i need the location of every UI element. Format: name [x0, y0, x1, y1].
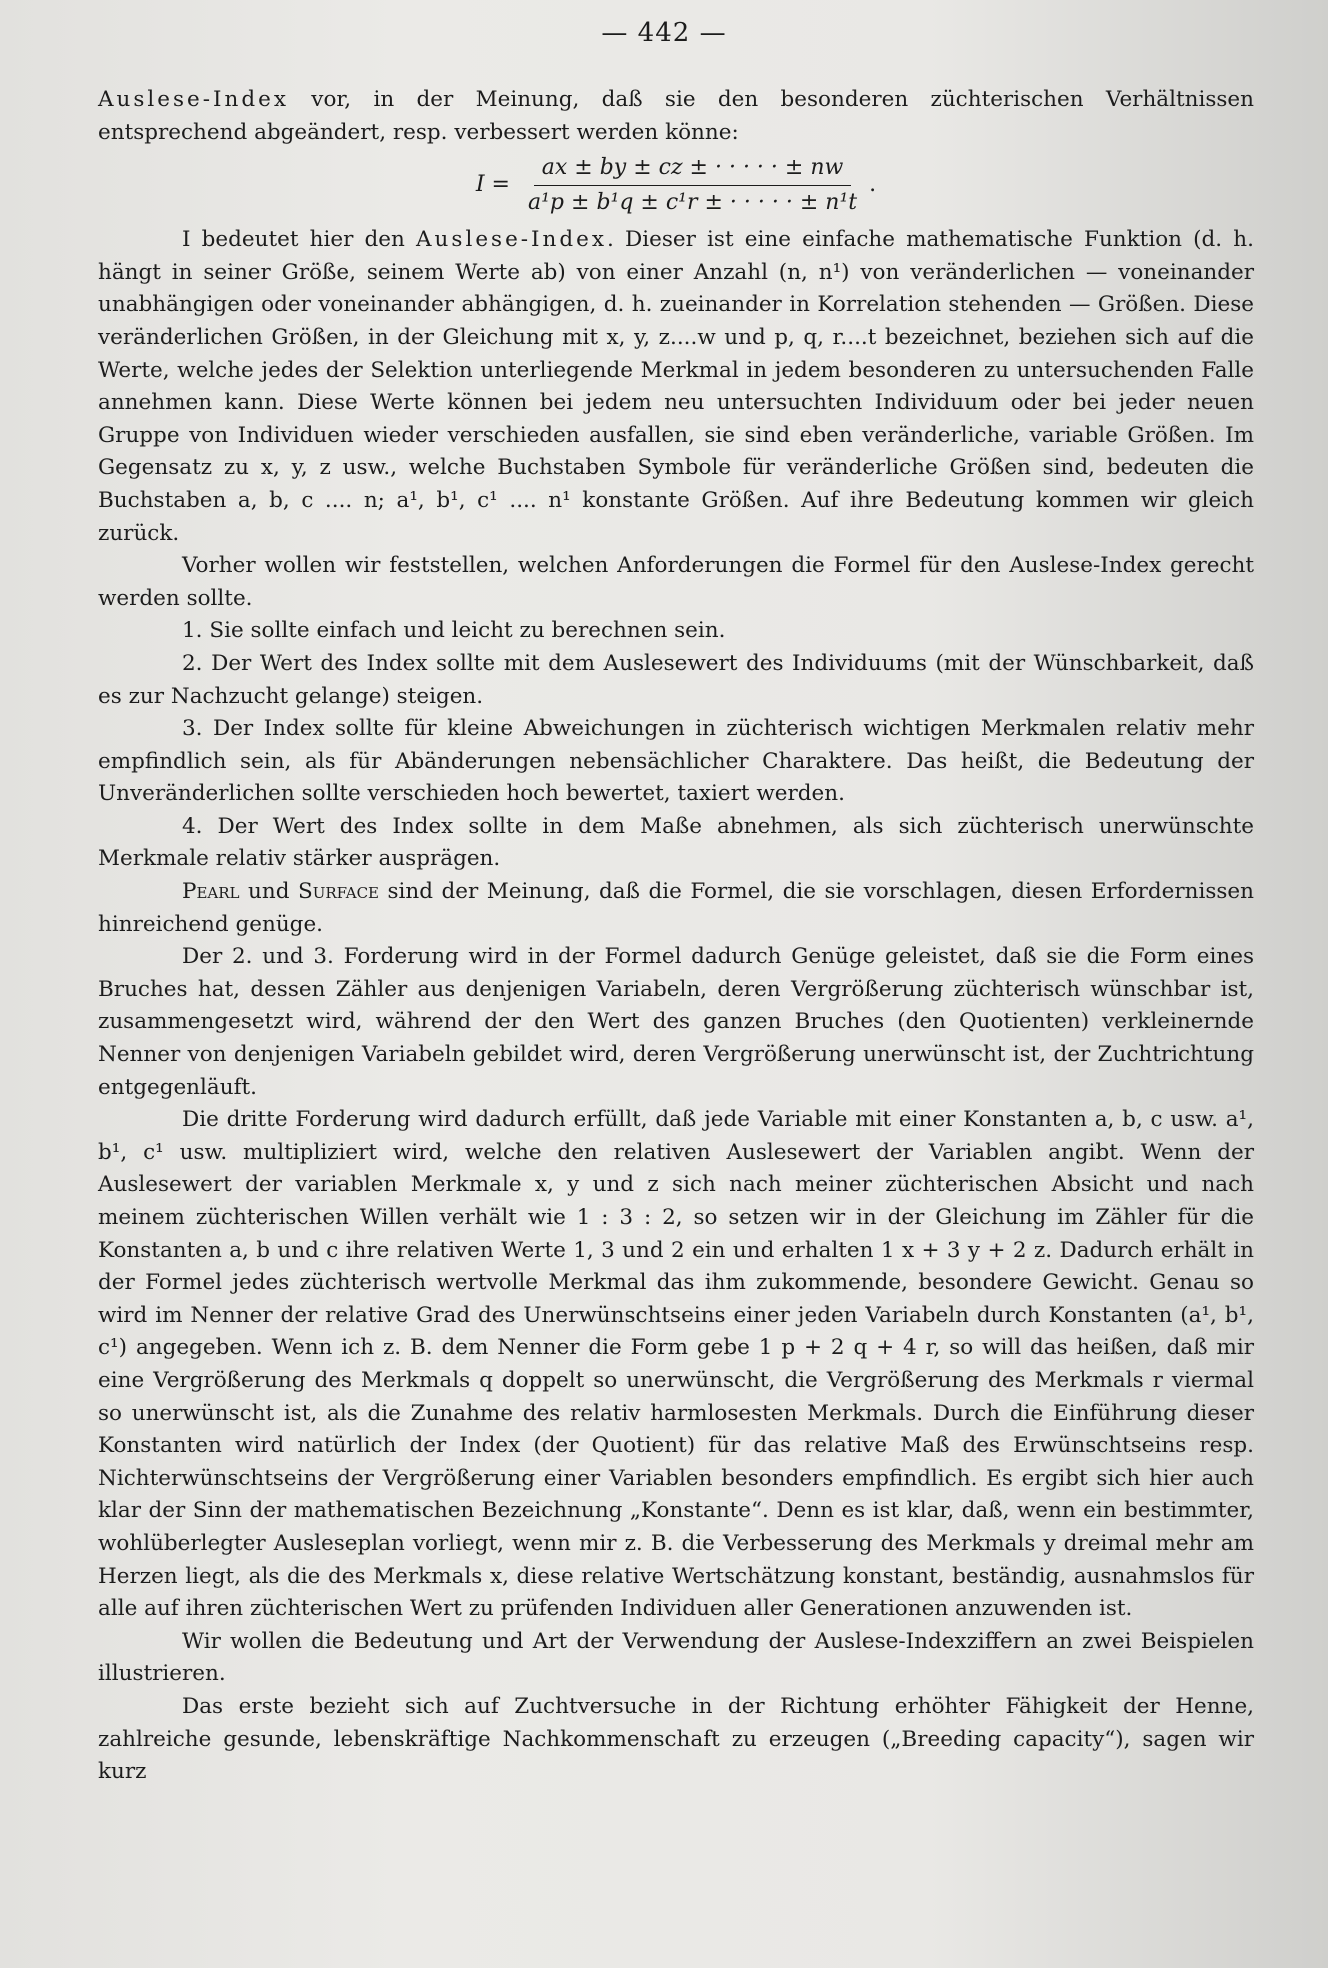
text-body: [98, 84, 1254, 1789]
paragraph-definition: [98, 224, 1254, 550]
term-auslese-index-2: Auslese-Index: [416, 227, 608, 253]
paragraph-constants: Die dritte Forderung wird dadurch erfüllt, daß jede Variable mit einer Konstanten a, b, c usw. a¹, b¹, c¹ usw. multipliziert wird, welche den relativen Auslesewert der Variablen angibt. Wenn der Auslesewert der variablen Merkmale x, y und z sich nach meiner züchterischen Absicht und nach meinem züchterischen Willen verhält wie 1 : 3 : 2, so setzen wir in der Gleichung im Zähler für die Konstanten a, b und c ihre relativen Werte 1, 3 und 2 ein und erhalten 1 x + 3 y + 2 z. Dadurch erhält in der Formel jedes züchterisch wertvolle Merkmal das ihm zukommende, besondere Gewicht. Genau so wird im Nenner der relative Grad des Unerwünschtseins einer jeden Variabeln durch Konstanten (a¹, b¹, c¹) angegeben. Wenn ich z. B. dem Nenner die Form gebe 1 p + 2 q + 4 r, so will das heißen, daß mir eine Vergrößerung des Merkmals q doppelt so unerwünscht, die Vergrößerung des Merkmals r viermal so unerwünscht ist, als die Zunahme des relativ harmlosesten Merkmals. Durch die Einführung dieser Konstanten wird natürlich der Index (der Quotient) für das relative Maß des Erwünschtseins resp. Nichterwünschtseins der Vergrößerung einer Variablen besonders empfindlich. Es ergibt sich hier auch klar der Sinn der mathematischen Bezeichnung „Konstante“. Denn es ist klar, daß, wenn ein bestimmter, wohlüberlegter Ausleseplan vorliegt, wenn mir z. B. die Verbesserung des Merkmals y dreimal mehr am Herzen liegt, als die des Merkmals x, diese relative Wertschätzung konstant, beständig, ausnahmslos für alle auf ihren züchterischen Wert zu prüfenden Individuen aller Generationen anzuwenden ist.: [98, 1107, 1254, 1622]
formula-numerator: ax ± by ± cz ± · · · · · ± nw: [534, 153, 852, 186]
formula-auslese-index: [98, 153, 1254, 218]
formula-end: .: [869, 172, 877, 198]
paragraph-intro-text: vor, in der Meinung, daß sie den besonderen züchterischen Verhältnissen entsprechend abgeändert, resp. verbessert werden könne:: [98, 87, 1254, 145]
conjunction: und: [239, 879, 298, 905]
requirement-1: 1. Sie sollte einfach und leicht zu berechnen sein.: [182, 618, 726, 644]
author-pearl: Pearl: [182, 879, 240, 905]
requirement-2: 2. Der Wert des Index sollte mit dem Auslesewert des Individuums (mit der Wünschbarkeit, daß es zur Nachzucht gelange) steigen.: [98, 650, 1254, 709]
paragraph-requirements: Vorher wollen wir feststellen, welchen Anforderungen die Formel für den Auslese-Index gerecht werden sollte.: [98, 553, 1254, 611]
definition-text: . Dieser ist eine einfache mathematische Funktion (d. h. hängt in seiner Größe, seinem Werte ab) von einer Anzahl (n, n¹) von veränderlichen — voneinander unabhängigen oder voneinander abhängigen, d. h. zueinander in Korrelation stehenden — Größen. Diese veränderlichen Größen, in der Gleichung mit x, y, z....w und p, q, r....t bezeichnet, beziehen sich auf die Werte, welche jedes der Selektion unterliegende Merkmal in jedem besonderen zu untersuchenden Falle annehmen kann. Diese Werte können bei jedem neu untersuchten Individuum oder bei jeder neuen Gruppe von Individuen wieder verschieden ausfallen, sie sind eben veränderliche, variable Größen. Im Gegensatz zu x, y, z usw., welche Buchstaben Symbole für veränderliche Größen sind, bedeuten die Buchstaben a, b, c .... n; a¹, b¹, c¹ .... n¹ konstante Größen. Auf ihre Bedeutung kommen wir gleich zurück.: [98, 227, 1254, 546]
pearl-surface-text: sind der Meinung, daß die Formel, die sie vorschlagen, diesen Erfordernissen hinreichend genüge.: [98, 879, 1254, 937]
paragraph-first-example: Das erste bezieht sich auf Zuchtversuche in der Richtung erhöhter Fähigkeit der Henne, zahlreiche gesunde, lebenskräftige Nachkommenschaft zu erzeugen („Breeding capacity“), sagen wir kurz: [98, 1693, 1254, 1785]
paragraph-pearl-surface: [98, 876, 1254, 941]
paragraph-examples: Wir wollen die Bedeutung und Art der Verwendung der Auslese-Indexziffern an zwei Beispielen illustrieren.: [98, 1628, 1254, 1687]
term-auslese-index: Auslese-Index: [98, 87, 289, 112]
page-number: — 442 —: [601, 18, 727, 48]
formula-lhs: I =: [475, 172, 510, 198]
requirement-4: 4. Der Wert des Index sollte in dem Maße abnehmen, als sich züchterisch unerwünschte Merkmale relativ stärker ausprägen.: [98, 813, 1254, 872]
requirement-3: 3. Der Index sollte für kleine Abweichungen in züchterisch wichtigen Merkmalen relativ mehr empfindlich sein, als für Abänderungen nebensächlicher Charaktere. Das heißt, die Bedeutung der Unveränderlichen sollte verschieden hoch bewertet, taxiert werden.: [98, 716, 1254, 807]
author-surface: Surface: [297, 879, 379, 905]
paragraph-intro: [98, 84, 1254, 149]
formula-fraction: [520, 153, 865, 218]
definition-lead: I bedeutet hier den: [182, 227, 417, 253]
formula-denominator: a¹p ± b¹q ± c¹r ± · · · · · ± n¹t: [528, 190, 858, 216]
paragraph-fraction-form: Der 2. und 3. Forderung wird in der Formel dadurch Genüge geleistet, daß sie die Form eines Bruches hat, dessen Zähler aus denjenigen Variabeln, deren Vergrößerung züchterisch wünschbar ist, zusammengesetzt wird, während der den Wert des ganzen Bruches (den Quotienten) verkleinernde Nenner von denjenigen Variabeln gebildet wird, deren Vergrößerung unerwünscht ist, der Zuchtrichtung entgegenläuft.: [98, 944, 1254, 1100]
